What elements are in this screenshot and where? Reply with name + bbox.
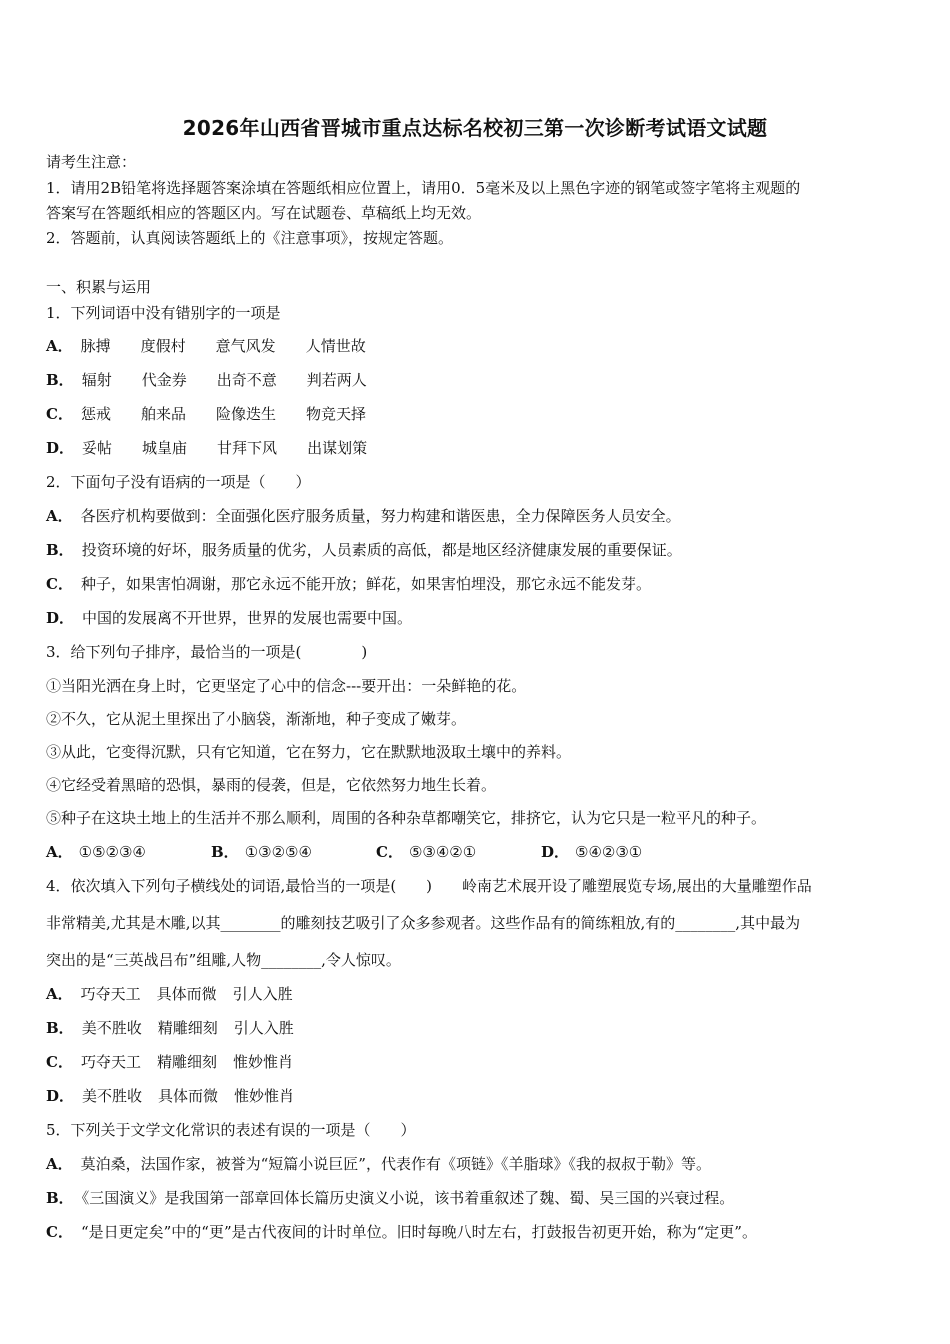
q3-sentence-4: ④它经受着黑暗的恐惧，暴雨的侵袭，但是，它依然努力地生长着。 <box>46 776 497 794</box>
option-text: 莫泊桑，法国作家，被誉为“短篇小说巨匠”，代表作有《项链》《羊脂球》《我的叔叔于勒》等。 <box>80 1155 711 1173</box>
notice-item-1a: 1．请用2B铅笔将选择题答案涂填在答题纸相应位置上，请用0．5毫米及以上黑色字迹的钢笔或签字笔将主观题的 <box>46 179 801 197</box>
option-word: 巧夺天工 <box>80 1053 141 1071</box>
q2-stem: 2．下面句子没有语病的一项是（ ） <box>46 473 311 491</box>
q2-option-d <box>46 607 412 628</box>
q3-option-c <box>376 841 541 862</box>
option-word: 精雕细刻 <box>157 1019 218 1037</box>
q3-option-a <box>46 841 211 862</box>
option-label: A． <box>46 1155 73 1173</box>
option-word: 惟妙惟肖 <box>234 1087 295 1105</box>
option-label: B． <box>46 1189 74 1207</box>
q3-sentence-5: ⑤种子在这块土地上的生活并不那么顺利，周围的各种杂草都嘲笑它，排挤它，认为它只是一粒平凡的种子。 <box>46 809 767 827</box>
notice-heading: 请考生注意： <box>46 153 137 171</box>
q1-option-c <box>46 403 396 424</box>
q3-option-b <box>211 841 376 862</box>
q2-option-c <box>46 573 651 594</box>
q4-line-3: 突出的是“三英战吕布”组雕,人物________,令人惊叹。 <box>46 951 401 969</box>
q2-option-a <box>46 505 681 526</box>
q5-option-c <box>46 1221 757 1242</box>
option-word: 城皇庙 <box>142 439 188 457</box>
option-word: 险像迭生 <box>215 405 276 423</box>
q2-option-b <box>46 539 682 560</box>
option-word: 精雕细刻 <box>156 1053 217 1071</box>
q1-stem: 1．下列词语中没有错别字的一项是 <box>46 304 281 322</box>
section-heading: 一、积累与运用 <box>46 278 152 296</box>
option-text: ①⑤②③④ <box>78 843 146 861</box>
option-word: 意气风发 <box>215 337 276 355</box>
q1-option-b <box>46 369 397 390</box>
option-label: A． <box>46 507 73 525</box>
option-label: D． <box>46 1087 75 1105</box>
option-label: D． <box>541 843 570 861</box>
notice-item-2: 2．答题前，认真阅读答题纸上的《注意事项》，按规定答题。 <box>46 229 454 247</box>
option-text: “是日更定矣”中的“更”是古代夜间的计时单位。旧时每晚八时左右，打鼓报告初更开始，称为“定更”。 <box>80 1223 757 1241</box>
option-label: A． <box>46 337 73 355</box>
q3-sentence-1: ①当阳光洒在身上时，它更坚定了心中的信念---要开出：一朵鲜艳的花。 <box>46 677 527 695</box>
q3-options <box>46 841 706 862</box>
q4-line-1: 4．依次填入下列句子横线处的词语,最恰当的一项是( ) 岭南艺术展开设了雕塑展览专场,展出的大量雕塑作品 <box>46 877 812 895</box>
option-label: B． <box>46 1019 74 1037</box>
option-word: 甘拜下风 <box>217 439 278 457</box>
option-label: B． <box>46 541 74 559</box>
q3-option-d <box>541 841 706 862</box>
option-word: 具体而微 <box>156 985 217 1003</box>
q3-stem: 3．给下列句子排序，最恰当的一项是( ) <box>46 643 368 661</box>
q5-stem: 5．下列关于文学文化常识的表述有误的一项是（ ） <box>46 1121 416 1139</box>
page-title: 2026年山西省晋城市重点达标名校初三第一次诊断考试语文试题 <box>182 116 768 140</box>
option-text: 《三国演义》是我国第一部章回体长篇历史演义小说，该书着重叙述了魏、蜀、吴三国的兴衰过程。 <box>81 1189 735 1207</box>
option-word: 巧夺天工 <box>80 985 141 1003</box>
q5-option-a <box>46 1153 711 1174</box>
q1-option-d <box>46 437 397 458</box>
option-word: 出奇不意 <box>216 371 277 389</box>
option-label: B． <box>211 843 239 861</box>
option-label: B． <box>46 371 74 389</box>
notice-item-1b: 答案写在答题纸相应的答题区内。写在试题卷、草稿纸上均无效。 <box>46 204 482 222</box>
option-label: C． <box>376 843 403 861</box>
option-word: 物竞天择 <box>306 405 367 423</box>
option-text: ①③②⑤④ <box>244 843 312 861</box>
q3-sentence-3: ③从此，它变得沉默，只有它知道，它在努力，它在默默地汲取土壤中的养料。 <box>46 743 572 761</box>
option-word: 引人入胜 <box>232 985 293 1003</box>
q5-option-b <box>46 1187 734 1208</box>
option-label: C． <box>46 575 73 593</box>
option-word: 出谋划策 <box>307 439 368 457</box>
option-word: 度假村 <box>140 337 186 355</box>
option-label: D． <box>46 609 75 627</box>
option-word: 惟妙惟肖 <box>232 1053 293 1071</box>
option-text: ⑤④②③① <box>575 843 643 861</box>
option-label: A． <box>46 985 73 1003</box>
option-word: 美不胜收 <box>82 1087 143 1105</box>
q1-option-a <box>46 335 396 356</box>
option-word: 脉搏 <box>80 337 111 355</box>
option-text: 各医疗机构要做到：全面强化医疗服务质量，努力构建和谐医患，全力保障医务人员安全。 <box>80 507 681 525</box>
q4-line-2: 非常精美,尤其是木雕,以其________的雕刻技艺吸引了众多参观者。这些作品有的简练粗放,有的________,其中最为 <box>46 914 801 932</box>
option-word: 代金券 <box>141 371 187 389</box>
q3-sentence-2: ②不久，它从泥土里探出了小脑袋，渐渐地，种子变成了嫩芽。 <box>46 710 467 728</box>
q4-option-b <box>46 1017 324 1038</box>
q4-option-a <box>46 983 323 1004</box>
option-text: 投资环境的好坏，服务质量的优劣，人员素质的高低，都是地区经济健康发展的重要保证。 <box>81 541 682 559</box>
option-word: 人情世故 <box>305 337 366 355</box>
q4-option-c <box>46 1051 323 1072</box>
option-label: C． <box>46 1223 73 1241</box>
option-word: 美不胜收 <box>81 1019 142 1037</box>
q4-option-d <box>46 1085 324 1106</box>
option-word: 惩戒 <box>80 405 111 423</box>
option-text: 中国的发展离不开世界，世界的发展也需要中国。 <box>82 609 413 627</box>
option-word: 辐射 <box>81 371 112 389</box>
option-text: ⑤③④②① <box>408 843 477 861</box>
option-label: C． <box>46 1053 73 1071</box>
option-word: 舶来品 <box>140 405 186 423</box>
option-label: A． <box>46 843 73 861</box>
option-word: 引人入胜 <box>233 1019 294 1037</box>
option-word: 妥帖 <box>82 439 113 457</box>
option-word: 判若两人 <box>306 371 367 389</box>
option-label: C． <box>46 405 73 423</box>
option-text: 种子，如果害怕凋谢，那它永远不能开放；鲜花，如果害怕埋没，那它永远不能发芽。 <box>80 575 651 593</box>
option-word: 具体而微 <box>158 1087 219 1105</box>
option-label: D． <box>46 439 75 457</box>
